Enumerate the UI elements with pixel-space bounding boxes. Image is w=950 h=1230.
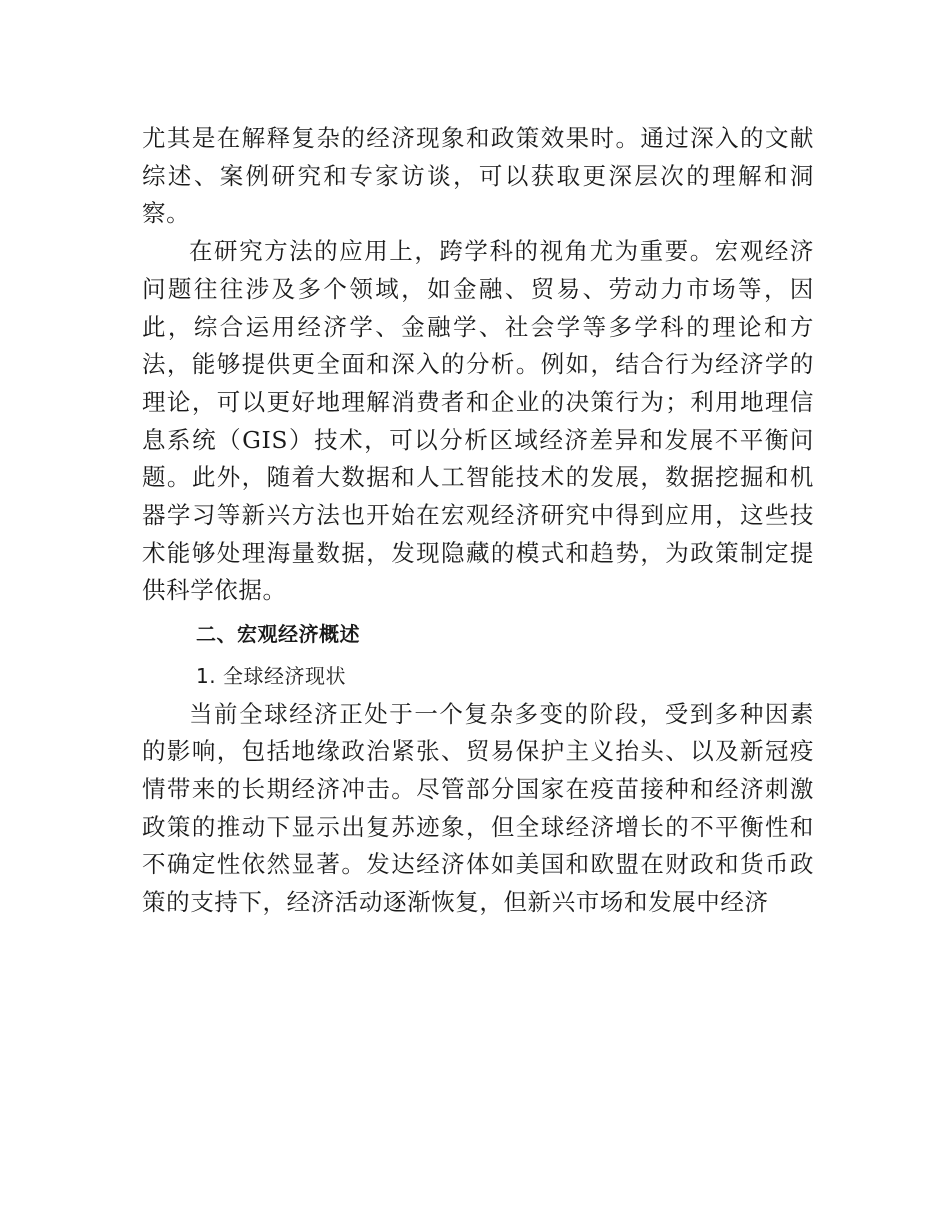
subsection-heading-global-economy: 1. 全球经济现状: [196, 663, 346, 688]
paragraph-global-economy-status: 当前全球经济正处于一个复杂多变的阶段，受到多种因素的影响，包括地缘政治紧张、贸易保护主义抬头、以及新冠疫情带来的长期经济冲击。尽管部分国家在疫苗接种和经济刺激政策的推动下显示出复苏迹象，但全球经济增长的不平衡性和不确定性依然显著。发达经济体如美国和欧盟在财政和货币政策的支持下，经济活动逐渐恢复，但新兴市场和发展中经济: [142, 699, 814, 917]
document-body: [142, 120, 814, 922]
paragraph-research-qualitative: 尤其是在解释复杂的经济现象和政策效果时。通过深入的文献综述、案例研究和专家访谈，可以获取更深层次的理解和洞察。: [142, 124, 814, 228]
paragraph-interdisciplinary-methods: 在研究方法的应用上，跨学科的视角尤为重要。宏观经济问题往往涉及多个领域，如金融、贸易、劳动力市场等，因此，综合运用经济学、金融学、社会学等多学科的理论和方法，能够提供更全面和深入的分析。例如，结合行为经济学的理论，可以更好地理解消费者和企业的决策行为；利用地理信息系统（GIS）技术，可以分析区域经济差异和发展不平衡问题。此外，随着大数据和人工智能技术的发展，数据挖掘和机器学习等新兴方法也开始在宏观经济研究中得到应用，这些技术能够处理海量数据，发现隐藏的模式和趋势，为政策制定提供科学依据。: [142, 237, 814, 605]
section-heading-macroeconomy-overview: 二、宏观经济概述: [196, 622, 360, 647]
